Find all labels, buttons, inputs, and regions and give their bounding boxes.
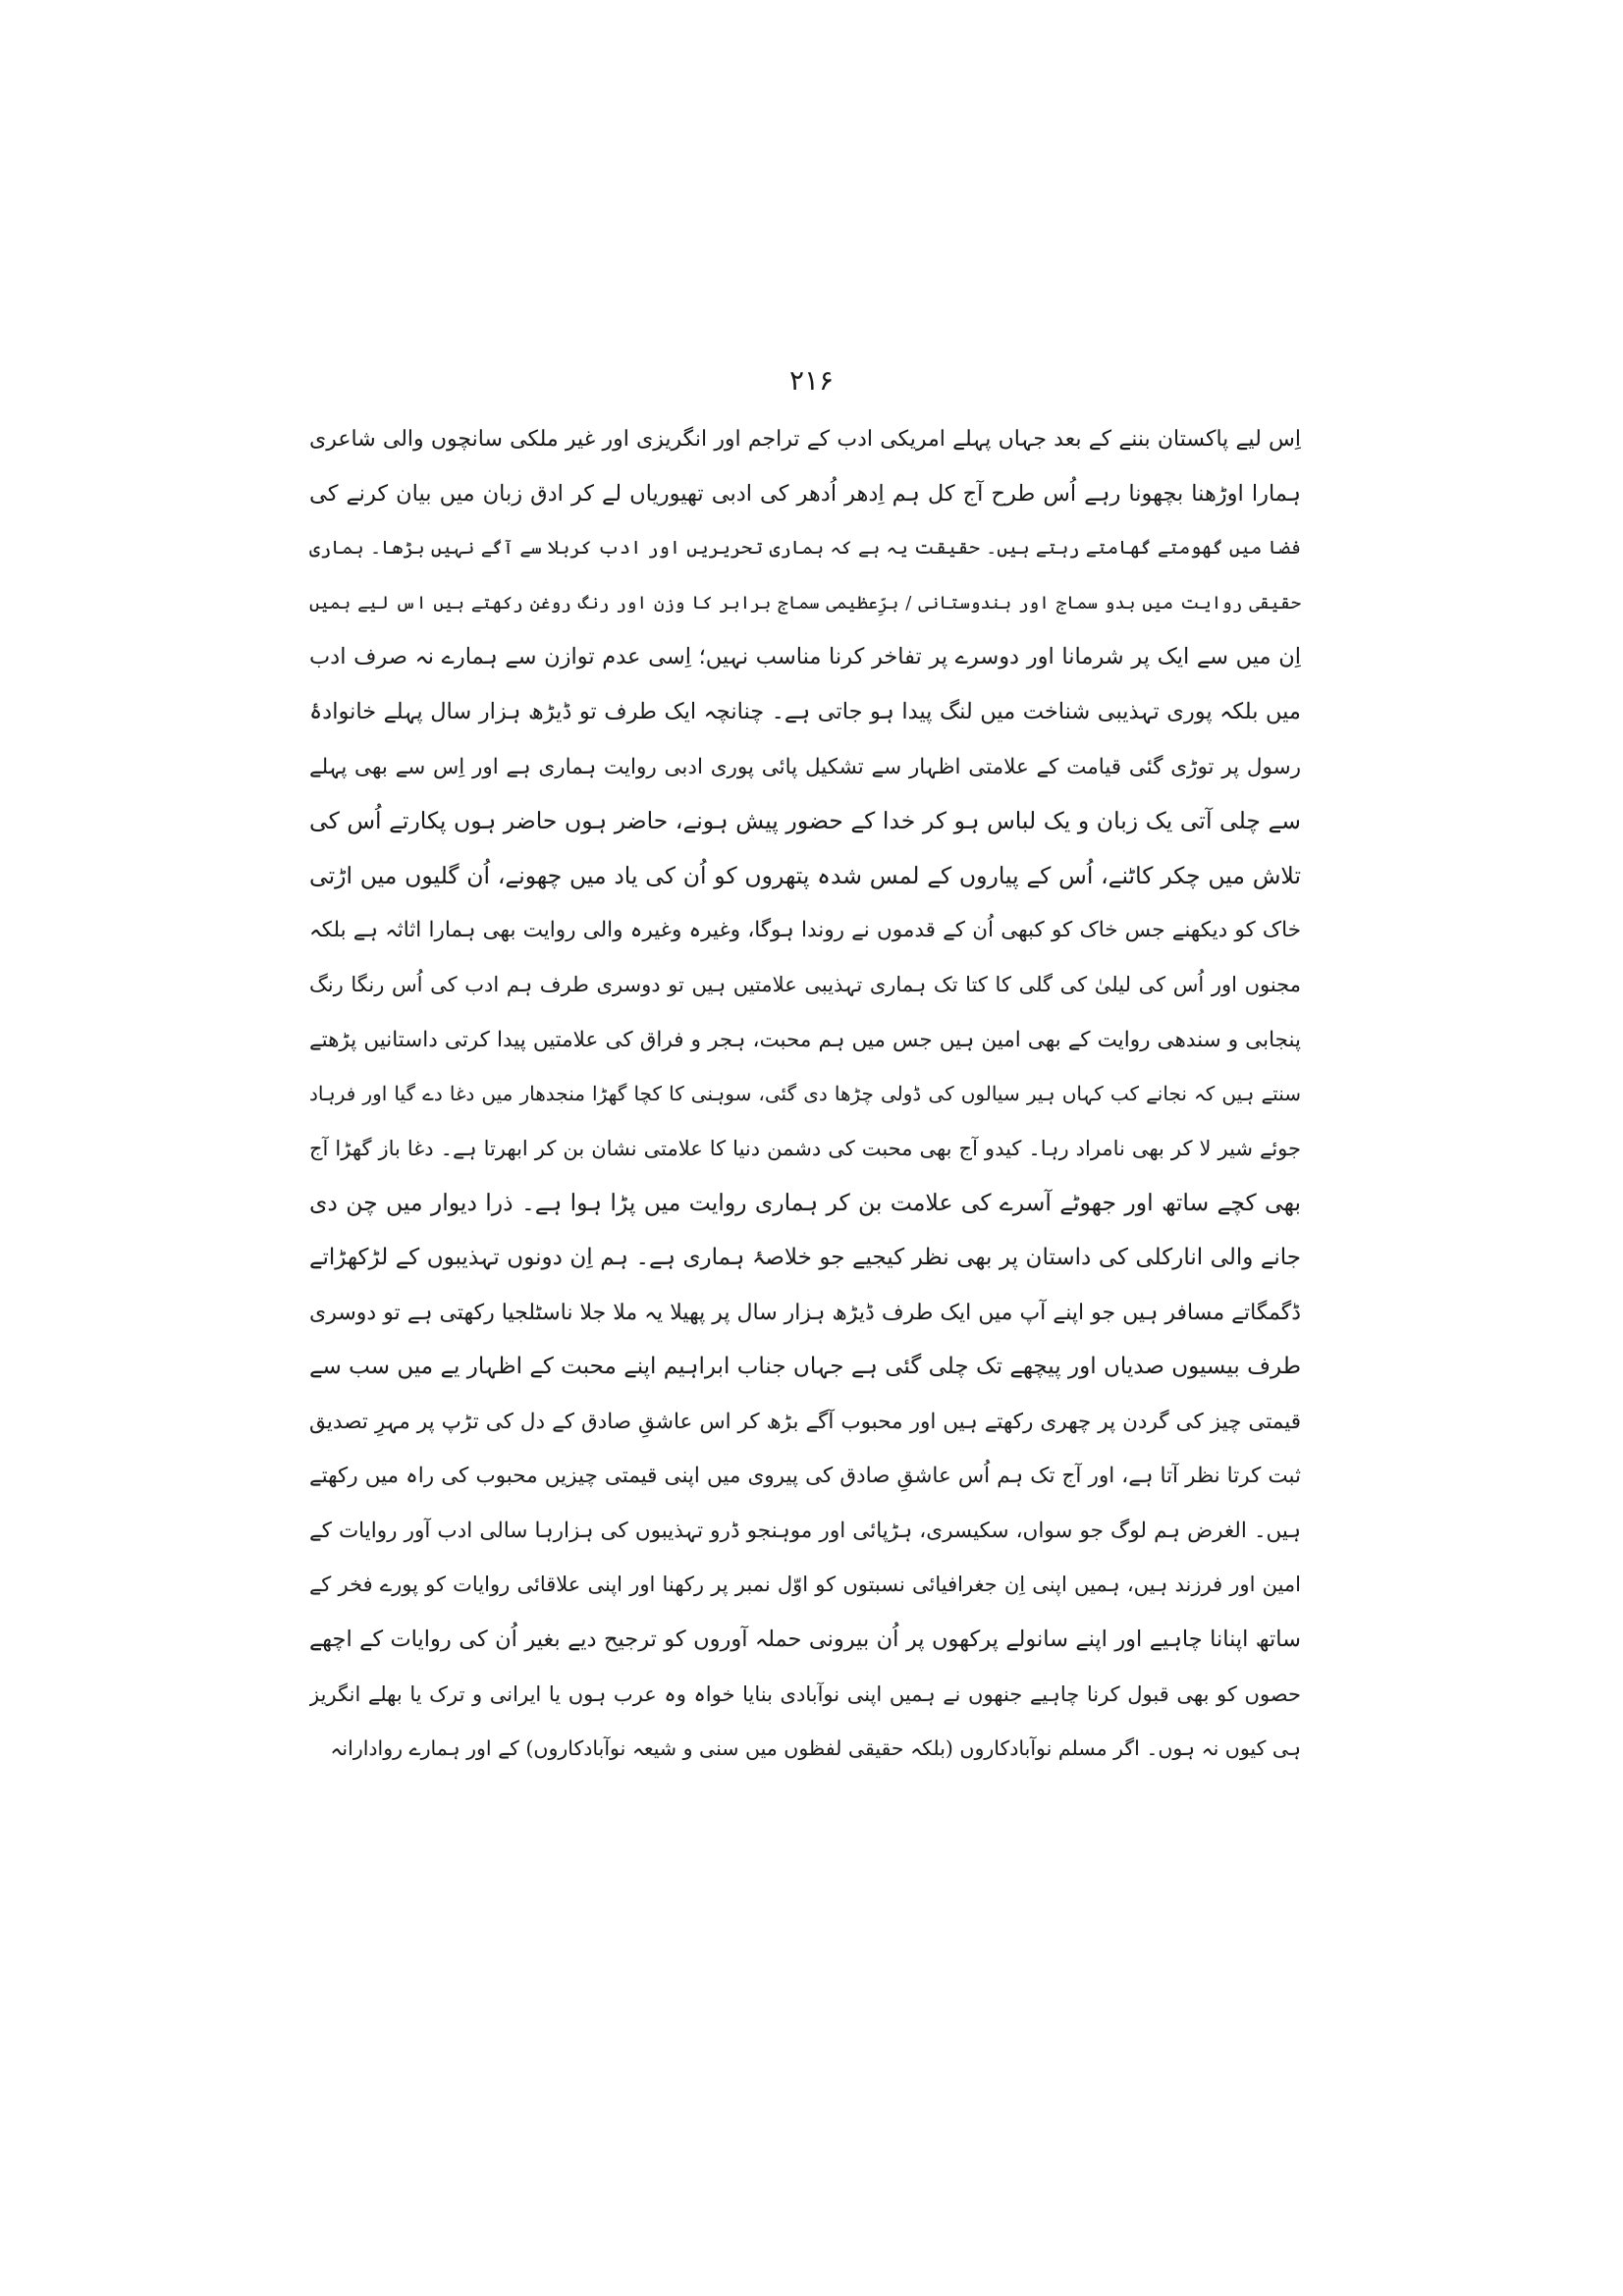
text-line: ڈگمگاتے مسافر ہیں جو اپنے آپ میں ایک طرف ڈیڑھ ہزار سال پر پھیلا یہ ملا جلا ناسٹلجیا رکھتی ہے تو دوسری	[309, 1300, 1301, 1325]
text-line: فضا میں گھومتے گھامتے رہتے ہیں۔ حقیقت یہ ہے کہ ہماری تحریریں اور ادب کربلا سے آگے نہیں بڑھا۔ ہماری	[309, 537, 1301, 560]
text-line: اِن میں سے ایک پر شرمانا اور دوسرے پر تفاخر کرنا مناسب نہیں؛ اِسی عدم توازن سے ہمارے نہ صرف ادب	[309, 644, 1301, 670]
text-line: خاک کو دیکھنے جس خاک کو کبھی اُن کے قدموں نے روندا ہوگا، وغیرہ وغیرہ والی روایت بھی ہمارا اثاثہ ہے بلکہ	[309, 918, 1301, 943]
text-line: سنتے ہیں کہ نجانے کب کہاں ہیر سیالوں کی ڈولی چڑھا دی گئی، سوہنی کا کچا گھڑا منجدھار میں دغا دے گیا اور فرہاد	[309, 1082, 1301, 1106]
page-number: ۲۱۶	[788, 364, 835, 397]
text-line: میں بلکہ پوری تہذیبی شناخت میں لنگ پیدا ہو جاتی ہے۔ چنانچہ ایک طرف تو ڈیڑھ ہزار سال پہلے خانوادۂ	[309, 698, 1301, 724]
body-text	[309, 412, 1301, 1777]
text-line: قیمتی چیز کی گردن پر چھری رکھتے ہیں اور محبوب آگے بڑھ کر اس عاشقِ صادق کے دل کی تڑپ پر مہرِ تصدیق	[309, 1409, 1301, 1434]
text-line: اِس لیے پاکستان بننے کے بعد جہاں پہلے امریکی ادب کے تراجم اور انگریزی اور غیر ملکی سانچوں والی شاعری	[309, 427, 1301, 452]
text-line: حقیقی روایت میں بدو سماج اور ہندوستانی / برِّعظیمی سماج برابر کا وزن اور رنگ روغن رکھتے ہیں اس لیے ہمیں	[309, 592, 1301, 614]
text-line: مجنوں اور اُس کی لیلیٰ کی گلی کا کتا تک ہماری تہذیبی علامتیں ہیں تو دوسری طرف ہم ادب کی اُس رنگا رنگ	[309, 972, 1301, 996]
text-line: بھی کچے ساتھ اور جھوٹے آسرے کی علامت بن کر ہماری روایت میں پڑا ہوا ہے۔ ذرا دیوار میں چن دی	[309, 1189, 1301, 1217]
text-line: جانے والی انارکلی کی داستان پر بھی نظر کیجیے جو خلاصۂ ہماری ہے۔ ہم اِن دونوں تہذیبوں کے لڑکھڑاتے	[309, 1244, 1301, 1270]
text-line: ہی کیوں نہ ہوں۔ اگر مسلم نوآبادکاروں (بلکہ حقیقی لفظوں میں سنی و شیعہ نوآبادکاروں) کے اور ہمارے روادارانہ	[330, 1736, 1301, 1761]
text-line: ساتھ اپنانا چاہیے اور اپنے سانولے پرکھوں پر اُن بیرونی حملہ آوروں کو ترجیح دیے بغیر اُن کی روایات کے اچھے	[309, 1627, 1301, 1653]
text-line: رسول پر توڑی گئی قیامت کے علامتی اظہار سے تشکیل پائی پوری ادبی روایت ہماری ہے اور اِس سے بھی پہلے	[309, 754, 1301, 779]
text-line: حصوں کو بھی قبول کرنا چاہیے جنھوں نے ہمیں اپنی نوآبادی بنایا خواہ وہ عرب ہوں یا ایرانی و ترک یا بھلے انگریز	[309, 1682, 1301, 1706]
text-line: طرف بیسیوں صدیاں اور پیچھے تک چلی گئی ہے جہاں جناب ابراہیم اپنے محبت کے اظہار یے میں سب سے	[309, 1354, 1301, 1380]
text-line: جوئے شیر لا کر بھی نامراد رہا۔ کیدو آج بھی محبت کی دشمن دنیا کا علامتی نشان بن کر ابھرتا ہے۔ دغا باز گھڑا آج	[309, 1136, 1301, 1160]
text-line: پنجابی و سندھی روایت کے بھی امین ہیں جس میں ہم محبت، ہجر و فراق کی علامتیں پیدا کرتی داستانیں پڑھتے	[309, 1027, 1301, 1052]
text-line: ثبت کرتا نظر آتا ہے، اور آج تک ہم اُس عاشقِ صادق کی پیروی میں اپنی قیمتی چیزیں محبوب کی راہ میں رکھتے	[309, 1464, 1301, 1489]
text-line: ہمارا اوڑھنا بچھونا رہے اُس طرح آج کل ہم اِدھر اُدھر کی ادبی تھیوریاں لے کر ادق زبان میں بیان کرنے کی	[309, 480, 1301, 507]
text-line: امین اور فرزند ہیں، ہمیں اپنی اِن جغرافیائی نسبتوں کو اوّل نمبر پر رکھنا اور اپنی علاقائی روایات کو پورے فخر کے	[309, 1573, 1301, 1597]
text-line: ہیں۔ الغرض ہم لوگ جو سواں، سکیسری، ہڑپائی اور موہنجو ڈرو تہذیبوں کی ہزارہا سالی ادب آور روایات کے	[309, 1518, 1301, 1543]
text-line: تلاش میں چکر کاٹنے، اُس کے پیاروں کے لمس شدہ پتھروں کو اُن کی یاد میں چھونے، اُن گلیوں میں اڑتی	[309, 861, 1301, 889]
text-line: سے چلی آتی یک زبان و یک لباس ہو کر خدا کے حضور پیش ہونے، حاضر ہوں حاضر ہوں پکارتے اُس کی	[309, 807, 1301, 835]
